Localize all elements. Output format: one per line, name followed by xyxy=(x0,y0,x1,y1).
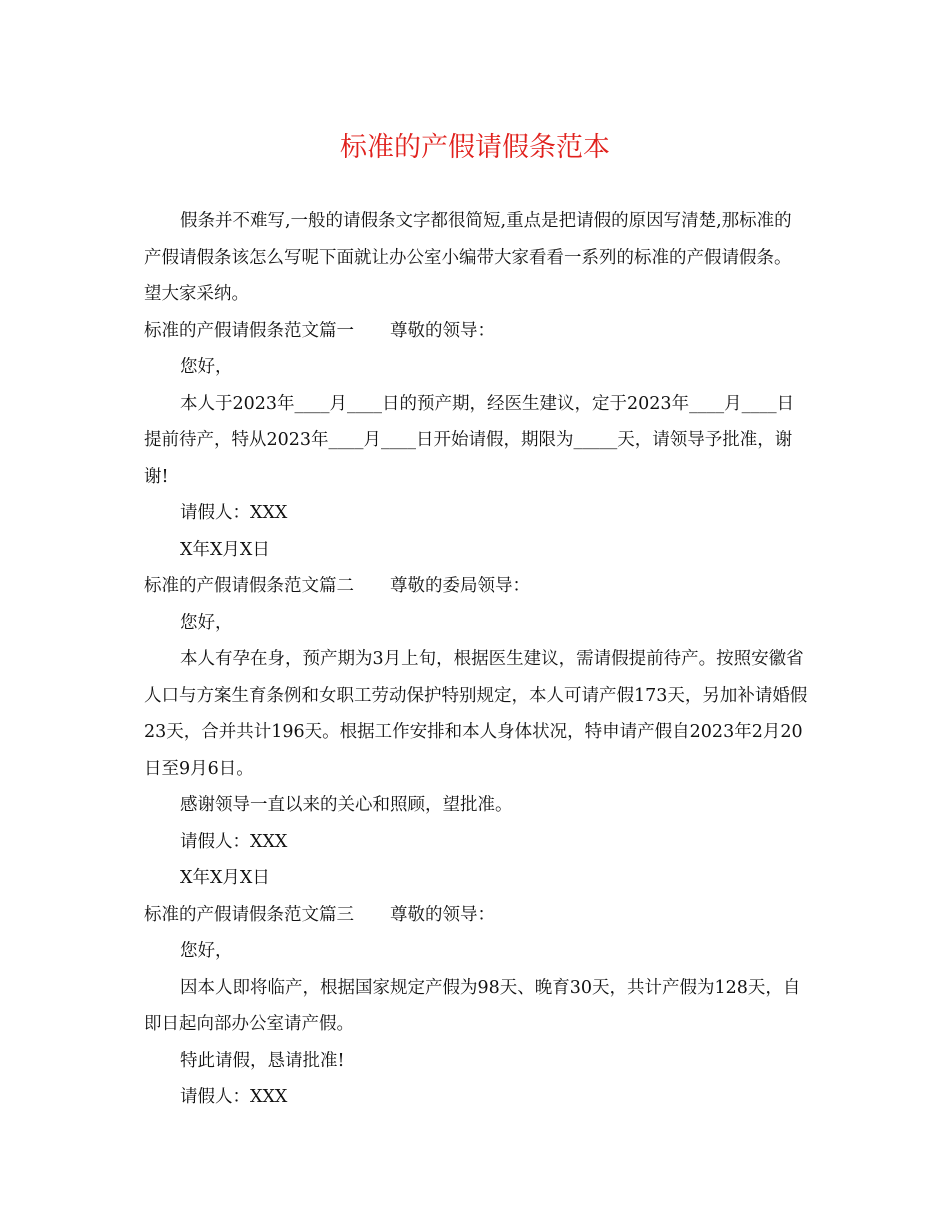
sample1-date: X年X月X日 xyxy=(180,539,270,560)
sample1-salutation: 尊敬的领导： xyxy=(390,320,495,341)
sample2-date: X年X月X日 xyxy=(180,868,270,888)
sample3-signer: 请假人：XXX xyxy=(180,1087,288,1107)
sample2-greeting: 您好， xyxy=(180,612,233,633)
sample3-heading-line xyxy=(144,897,808,934)
sample2-signer: 请假人：XXX xyxy=(180,831,288,852)
intro-paragraph: 假条并不难写,一般的请假条文字都很简短,重点是把请假的原因写清楚,那标准的产假请假条该怎么写呢下面就让办公室小编带大家看看一系列的标准的产假请假条。望大家采纳。 xyxy=(144,211,792,304)
sample1-signer: 请假人：XXX xyxy=(180,503,288,523)
sample3-salutation: 尊敬的领导： xyxy=(390,904,495,925)
document-body xyxy=(144,203,808,1116)
sample1-body: 本人于2023年____月____日的预产期，经医生建议，定于2023年____月____日提前待产，特从2023年____月____日开始请假，期限为_____天，请领导予批准，谢谢! xyxy=(144,393,795,487)
sample3-closing: 特此请假，恳请批准! xyxy=(180,1050,345,1071)
sample2-heading-line xyxy=(144,568,808,605)
sample2-body: 本人有孕在身，预产期为3月上旬，根据医生建议，需请假提前待产。按照安徽省人口与方案生育条例和女职工劳动保护特别规定，本人可请产假173天，另加补请婚假23天，合并共计196天。根据工作安排和本人身体状况，特申请产假自2023年2月20日至9月6日。 xyxy=(144,649,808,779)
sample3-body: 因本人即将临产，根据国家规定产假为98天、晚育30天，共计产假为128天，自即日起向部办公室请产假。 xyxy=(144,977,801,1034)
sample2-salutation: 尊敬的委局领导： xyxy=(390,576,530,596)
sample1-heading: 标准的产假请假条范文篇一 xyxy=(144,320,354,341)
sample1-heading-line xyxy=(144,313,808,350)
sample2-heading: 标准的产假请假条范文篇二 xyxy=(144,576,354,596)
sample3-greeting: 您好， xyxy=(180,941,233,961)
document-title: 标准的产假请假条范本 xyxy=(340,132,610,163)
sample2-thanks: 感谢领导一直以来的关心和照顾，望批准。 xyxy=(180,795,513,815)
sample1-greeting: 您好， xyxy=(180,357,233,377)
sample3-heading: 标准的产假请假条范文篇三 xyxy=(144,904,354,925)
